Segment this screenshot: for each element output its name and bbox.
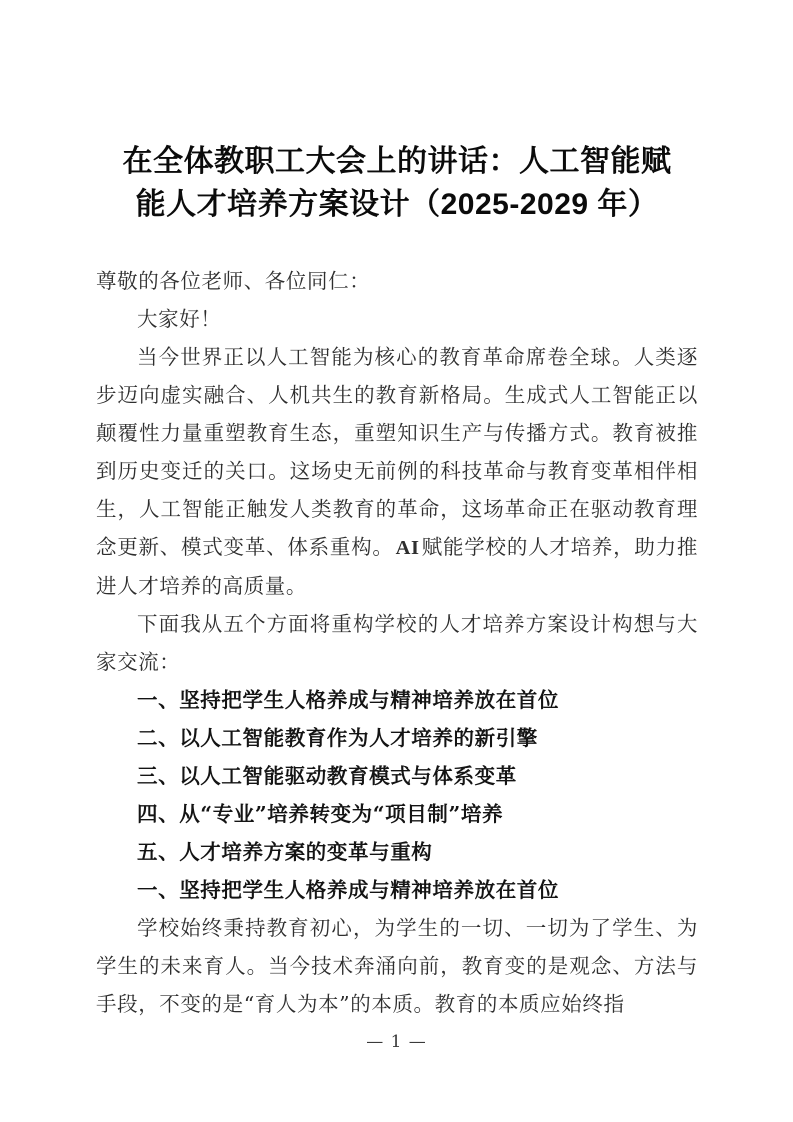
paragraph-opening-part-a: 当今世界正以人工智能为核心的教育革命席卷全球。人类逐步迈向虚实融合、人机共生的教育新格局。生成式人工智能正以颠覆性力量重塑教育生态，重塑知识生产与传播方式。教育被推到历史变迁的关口。这场史无前例的科技革命与教育变革相伴相生，人工智能正触发人类教育的革命，这场革命正在驱动教育理念更新、模式变革、体系重构。: [96, 345, 698, 559]
section-body-1: 学校始终秉持教育初心，为学生的一切、一切为了学生、为学生的未来育人。当今技术奔涌向前，教育变的是观念、方法与手段，不变的是“育人为本”的本质。教育的本质应始终指: [96, 916, 698, 1016]
paragraph-transition: 下面我从五个方面将重构学校的人才培养方案设计构想与大家交流：: [96, 612, 698, 674]
page-number-footer: — 1 —: [366, 1032, 427, 1052]
paragraph-opening-part-b: 赋能学校的人才培养，助力推进人才培养的高质量。: [96, 535, 698, 598]
paragraph-opening: [96, 338, 698, 605]
outline-item-3: 三、以人工智能驱动教育模式与体系变革: [137, 764, 517, 788]
salutation: 尊敬的各位老师、各位同仁：: [96, 269, 371, 293]
title-line-1: 在全体教职工大会上的讲话：人工智能赋: [122, 145, 672, 178]
paragraph-opening-latin-ai: AI: [395, 537, 420, 559]
outline-item-1: 一、坚持把学生人格养成与精神培养放在首位: [137, 688, 559, 712]
outline-item-5: 五、人才培养方案的变革与重构: [137, 840, 433, 864]
document-body: [96, 262, 698, 1023]
title-line-2: 能人才培养方案设计（2025-2029 年）: [135, 188, 659, 221]
greeting: 大家好！: [137, 307, 222, 331]
outline-item-4: 四、从“专业”培养转变为“项目制”培养: [137, 802, 504, 826]
page-title: [96, 140, 698, 226]
outline-item-2: 二、以人工智能教育作为人才培养的新引擎: [137, 726, 538, 750]
section-heading-1: 一、坚持把学生人格养成与精神培养放在首位: [137, 878, 559, 902]
